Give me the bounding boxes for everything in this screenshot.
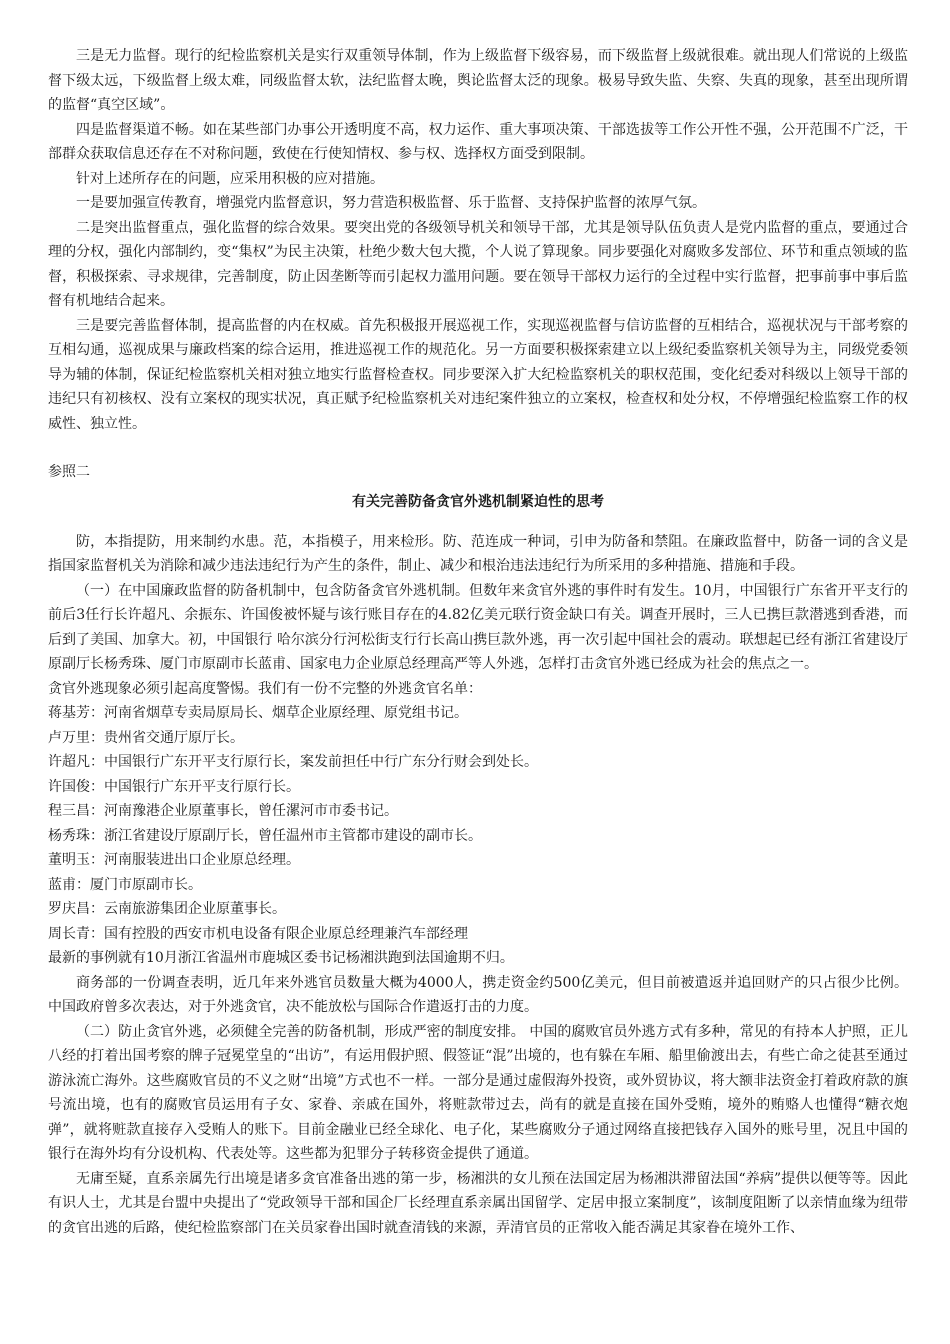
list-item: 蓝甫：厦门市原副市长。 bbox=[48, 876, 202, 893]
list-outro: 最新的事例就有10月浙江省温州市鹿城区委书记杨湘洪跑到法国逾期不归。 bbox=[48, 950, 514, 966]
paragraph: 二是突出监督重点，强化监督的综合效果。要突出党的各级领导机关和领导干部，尤其是领导队伍负责人是党内监督的重点，要通过合理的分权，强化内部制约，变“集权”为民主决策，杜绝少数大包大揽，个人说了算现象。同步要强化对腐败多发部位、环节和重点领域的监督，积极探索、寻求规律，完善制度，防止因垄断等而引起权力滥用问题。要在领导干部权力运行的全过程中实行监督，把事前事中事后监督有机地结合起来。 bbox=[48, 219, 908, 309]
paragraph: 三是要完善监督体制，提高监督的内在权威。首先积极报开展巡视工作，实现巡视监督与信访监督的互相结合，巡视状况与干部考察的互相勾通，巡视成果与廉政档案的综合运用，推进巡视工作的规范化。另一方面要积极探索建立以上级纪委监察机关领导为主，同级党委领导为辅的体制，保证纪检监察机关相对独立地实行监督检查权。同步要深入扩大纪检监察机关的职权范围，变化纪委对科级以上领导干部的违纪只有初核权、没有立案权的现实状况，真正赋予纪检监察机关对违纪案件独立的立案权，检查权和处分权，不停增强纪检监察工作的权威性、独立性。 bbox=[48, 317, 908, 432]
paragraph: （二）防止贪官外逃，必须健全完善的防备机制，形成严密的制度安排。 中国的腐败官员外逃方式有多种，常见的有持本人护照，正儿八经的打着出国考察的牌子冠冕堂皇的“出访”，有运用假护照、假签证“混”出境的，也有躲在车厢、船里偷渡出去，有些亡命之徒甚至通过游泳流亡海外。这些腐败官员的不义之财“出境”方式也不一样。一部分是通过虚假海外投资，或外贸协议，将大额非法资金打着政府款的旗号流出境，也有的腐败官员运用有子女、家眷、亲戚在国外，将赃款带过去，尚有的就是直接在国外受贿，境外的贿赂人也懂得“糖衣炮弹”，就将赃款直接存入受贿人的账下。目前金融业已经全球化、电子化，某些腐败分子通过网络直接把钱存入国外的账号里，况且中国的银行在海外均有分设机构、代表处等。这些都为犯罪分子转移资金提供了通道。 bbox=[48, 1023, 908, 1162]
paragraph: 商务部的一份调查表明，近几年来外逃官员数量大概为4000人，携走资金约500亿美元，但目前被遣返并追回财产的只占很少比例。中国政府曾多次表达，对于外逃贪官，决不能放松与国际合作遣返打击的力度。 bbox=[48, 974, 908, 1015]
list-item: 杨秀珠：浙江省建设厅原副厅长，曾任温州市主管都市建设的副市长。 bbox=[48, 827, 482, 844]
list-item: 周长青：国有控股的西安市机电设备有限企业原总经理兼汽车部经理 bbox=[48, 925, 468, 942]
list-item: 蒋基芳：河南省烟草专卖局原局长、烟草企业原经理、原党组书记。 bbox=[48, 705, 468, 721]
paragraph: 针对上述所存在的问题，应采用积极的应对措施。 bbox=[76, 170, 384, 187]
list-intro: 贪官外逃现象必须引起高度警惕。我们有一份不完整的外逃贪官名单： bbox=[48, 680, 482, 697]
list-item: 程三昌：河南豫港企业原董事长，曾任漯河市市委书记。 bbox=[48, 803, 398, 819]
list-item: 卢万里：贵州省交通厅原厅长。 bbox=[48, 729, 244, 746]
document-page bbox=[48, 44, 908, 1240]
paragraph: （一）在中国廉政监督的防备机制中，包含防备贪官外逃机制。但数年来贪官外逃的事件时有发生。10月，中国银行广东省开平支行的前后3任行长许超凡、余振东、许国俊被怀疑与该行账目存在的4.82亿美元联行资金缺口有关。调查开展时，三人已携巨款潜逃到香港，而后到了美国、加拿大。初，中国银行 哈尔滨分行河松街支行行长高山携巨款外逃，再一次引起中国社会的震动。联想起已经有浙江省建设厅原副厅长杨秀珠、厦门市原副市长蓝甫、国家电力企业原总经理高严等人外逃，怎样打击贪官外逃已经成为社会的焦点之一。 bbox=[48, 582, 908, 672]
paragraph: 防，本指提防，用来制约水患。范，本指模子，用来检形。防、范连成一种词，引申为防备和禁阻。在廉政监督中，防备一词的含义是指国家监督机关为消除和减少违法违纪行为产生的条件，制止、减少和根治违法违纪行为所采用的多种措施、措施和手段。 bbox=[48, 533, 908, 574]
official-list bbox=[48, 701, 908, 946]
paragraph: 一是要加强宣传教育，增强党内监督意识，努力营造积极监督、乐于监督、支持保护监督的浓厚气氛。 bbox=[76, 195, 706, 211]
list-item: 许超凡：中国银行广东开平支行原行长，案发前担任中行广东分行财会到处长。 bbox=[48, 754, 538, 770]
reference-label: 参照二 bbox=[48, 464, 90, 480]
paragraph: 四是监督渠道不畅。如在某些部门办事公开透明度不高，权力运作、重大事项决策、干部选拔等工作公开性不强，公开范围不广泛，干部群众获取信息还存在不对称问题，致使在行使知情权、参与权、选择权方面受到限制。 bbox=[48, 121, 908, 162]
paragraph: 无庸至疑，直系亲属先行出境是诸多贪官准备出逃的第一步，杨湘洪的女儿预在法国定居为杨湘洪滞留法国“养病”提供以便等等。因此有识人士，尤其是台盟中央提出了“党政领导干部和国企厂长经理直系亲属出国留学、定居申报立案制度”，该制度阻断了以亲情血缘为纽带的贪官出逃的后路，使纪检监察部门在关员家眷出国时就查清钱的来源，弄清官员的正常收入能否满足其家眷在境外工作、 bbox=[48, 1170, 908, 1236]
section-title: 有关完善防备贪官外逃机制紧迫性的思考 bbox=[352, 493, 604, 510]
paragraph: 三是无力监督。现行的纪检监察机关是实行双重领导体制，作为上级监督下级容易，而下级监督上级就很难。就出现人们常说的上级监督下级太远，下级监督上级太难，同级监督太软，法纪监督太晚，舆论监督太泛的现象。极易导致失监、失察、失真的现象，甚至出现所谓的监督“真空区域”。 bbox=[48, 48, 908, 113]
list-item: 董明玉：河南服装进出口企业原总经理。 bbox=[48, 852, 300, 868]
list-item: 罗庆昌：云南旅游集团企业原董事长。 bbox=[48, 901, 286, 917]
list-item: 许国俊：中国银行广东开平支行原行长。 bbox=[48, 778, 300, 795]
